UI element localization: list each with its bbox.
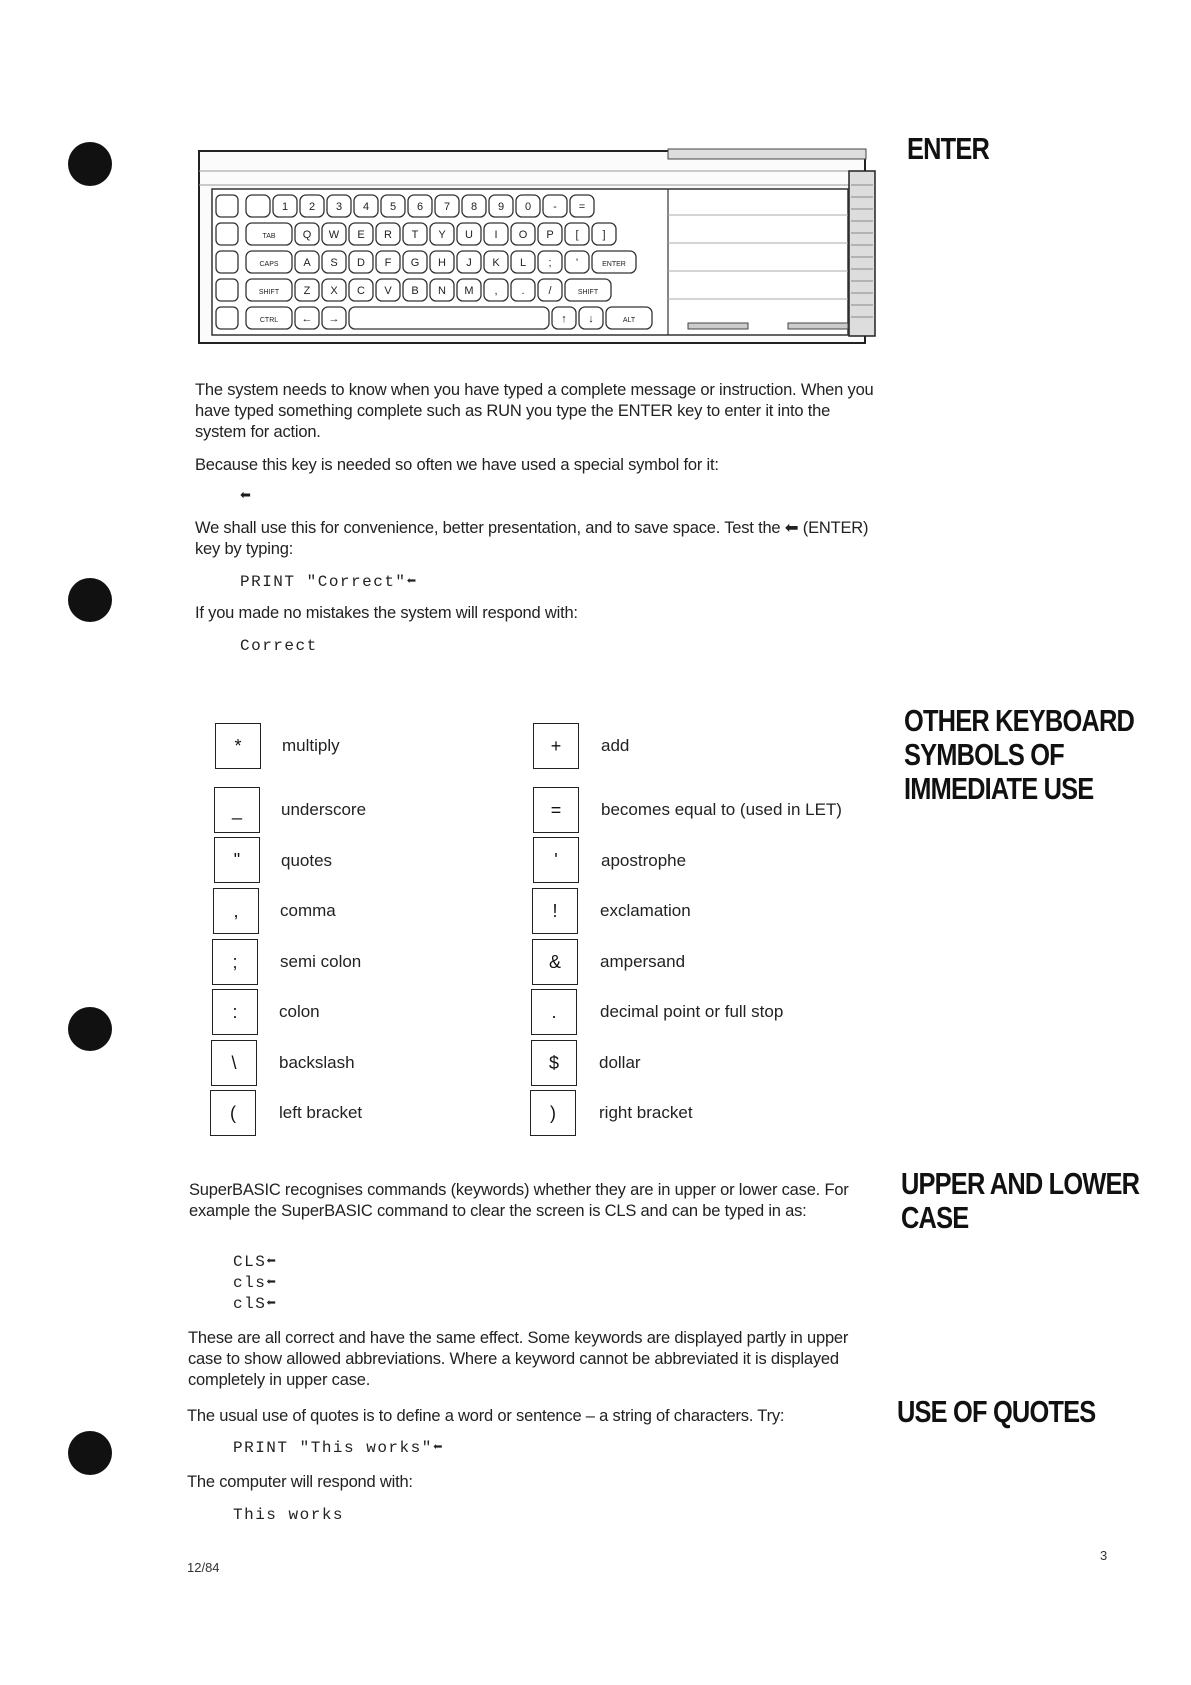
heading-other-symbols [904, 704, 1185, 806]
keyboard-key-label: ↓ [588, 313, 594, 325]
keyboard-key-label: TAB [262, 233, 276, 240]
keyboard-key-label: 3 [335, 201, 343, 213]
symbol-key: _ [214, 787, 260, 833]
punch-hole [68, 1007, 112, 1051]
symbol-key: ; [212, 939, 258, 985]
symbol-key: ( [210, 1090, 256, 1136]
symbol-label: becomes equal to (used in LET) [601, 800, 842, 819]
keyboard-key-label: Z [303, 285, 311, 297]
heading-line: IMMEDIATE USE [904, 771, 1094, 806]
heading-use-of-quotes: USE OF QUOTES [897, 1394, 1096, 1429]
punch-hole [68, 578, 112, 622]
punch-hole [68, 1431, 112, 1475]
symbol-label: comma [280, 901, 336, 920]
keyboard-key-label: ENTER [602, 261, 626, 268]
code-cls-upper: CLS⬅ [233, 1253, 278, 1271]
symbol-key: ' [533, 837, 579, 883]
symbol-key: , [213, 888, 259, 934]
keyboard-key-label: ← [301, 313, 313, 325]
keyboard-key-label: K [492, 257, 500, 269]
keyboard-key-label: T [411, 229, 419, 241]
keyboard-key-label: F [384, 257, 392, 269]
symbol-label: decimal point or full stop [600, 1002, 784, 1021]
symbol-key: . [531, 989, 577, 1035]
symbol-key: " [214, 837, 260, 883]
symbol-label: right bracket [599, 1103, 693, 1122]
page-number: 3 [1100, 1548, 1108, 1563]
keyboard-key-label: . [521, 285, 525, 297]
keyboard-key-label: [ [575, 229, 579, 241]
keyboard-key-label: 1 [281, 201, 289, 213]
symbol-label: semi colon [280, 952, 362, 971]
symbol-label: underscore [281, 800, 367, 819]
keyboard-key [246, 195, 270, 217]
keyboard-key-label: U [465, 229, 473, 241]
keyboard-key-label: A [303, 257, 311, 269]
keyboard-key-label: M [464, 285, 474, 297]
keyboard-key-label: SHIFT [577, 289, 599, 296]
footer-date: 12/84 [187, 1560, 220, 1575]
symbol-label: quotes [281, 851, 333, 870]
keyboard-key-label: 7 [443, 201, 451, 213]
heading-line: SYMBOLS OF [904, 737, 1064, 772]
enter-symbol-icon: ⬅ [240, 488, 251, 503]
code-cls-lower: cls⬅ [233, 1274, 278, 1292]
keyboard-key-label: Q [302, 229, 312, 241]
keyboard-key-label: B [411, 285, 419, 297]
heading-upper-lower-case [901, 1167, 1191, 1235]
keyboard-key-label: ; [548, 257, 552, 269]
quotes-paragraph-2: The computer will respond with: [187, 1473, 413, 1491]
keyboard-key [349, 307, 549, 329]
keyboard-key-label: / [548, 285, 552, 297]
keyboard-key-label: - [553, 201, 557, 213]
keyboard-key-label: V [384, 285, 392, 297]
keyboard-key-label: H [438, 257, 446, 269]
keyboard-key-label: 5 [389, 201, 397, 213]
keyboard-key-label: 2 [308, 201, 316, 213]
code-print-this-works: PRINT "This works"⬅ [233, 1439, 444, 1457]
keyboard-key-label: Y [438, 229, 446, 241]
symbol-key: & [532, 939, 578, 985]
keyboard-key-label: CAPS [259, 261, 279, 268]
heading-line: UPPER AND LOWER [901, 1166, 1140, 1201]
code-output-correct: Correct [240, 637, 318, 655]
symbol-key: = [533, 787, 579, 833]
keyboard-key-label: I [494, 229, 498, 241]
symbol-key: $ [531, 1040, 577, 1086]
keyboard-key-label: E [357, 229, 365, 241]
keyboard-key-label: ' [575, 257, 579, 269]
symbol-key: ) [530, 1090, 576, 1136]
keyboard-key-label: ↑ [561, 313, 567, 325]
symbol-label: add [601, 736, 630, 755]
keyboard-key-label: C [357, 285, 365, 297]
keyboard-key-label: P [546, 229, 554, 241]
symbol-label: dollar [599, 1053, 641, 1072]
punch-hole [68, 142, 112, 186]
case-paragraph-1: SuperBASIC recognises commands (keywords) whether they are in upper or lower case. For example the SuperBASIC command to clear the screen is CLS and can be typed in as: [189, 1181, 849, 1220]
keyboard-key-label: X [330, 285, 338, 297]
keyboard-key-label: = [578, 201, 586, 213]
heading-enter: ENTER [907, 131, 990, 166]
code-cls-mixed: clS⬅ [233, 1295, 278, 1313]
symbol-key: : [212, 989, 258, 1035]
symbol-label: multiply [282, 736, 340, 755]
symbol-key: * [215, 723, 261, 769]
heading-line: OTHER KEYBOARD [904, 703, 1135, 738]
keyboard-key-label: 8 [470, 201, 478, 213]
keyboard-key-label: N [438, 285, 446, 297]
quotes-paragraph-1: The usual use of quotes is to define a word or sentence – a string of characters. Try: [187, 1407, 785, 1425]
keyboard-key-label: 4 [362, 201, 370, 213]
code-print-correct: PRINT "Correct"⬅ [240, 573, 418, 591]
keyboard-key-label: 6 [416, 201, 424, 213]
symbol-label: ampersand [600, 952, 686, 971]
keyboard-key-label: ] [602, 229, 606, 241]
keyboard-key-label: 9 [497, 201, 505, 213]
symbol-label: exclamation [600, 901, 691, 920]
keyboard-key-label: O [518, 229, 528, 241]
heading-line: CASE [901, 1200, 969, 1235]
symbol-key: ! [532, 888, 578, 934]
case-paragraph-2: These are all correct and have the same effect. Some keywords are displayed partly in upper case to show allowed abbreviations. Where a keyword cannot be abbreviated it is displayed completely in upper case. [188, 1329, 849, 1389]
keyboard-key-label: D [357, 257, 365, 269]
keyboard-key-label: CTRL [259, 317, 279, 324]
keyboard-key-label: W [328, 229, 340, 241]
keyboard-key-label: S [330, 257, 338, 269]
symbol-key: \ [211, 1040, 257, 1086]
symbol-label: colon [279, 1002, 320, 1021]
keyboard-key-label: R [384, 229, 392, 241]
symbol-label: left bracket [279, 1103, 363, 1122]
keyboard-key-label: L [519, 257, 527, 269]
keyboard-key-label: SHIFT [258, 289, 280, 296]
enter-paragraph-4: If you made no mistakes the system will respond with: [195, 604, 578, 622]
enter-paragraph-1: The system needs to know when you have typed a complete message or instruction. When you have typed something complete such as RUN you type the ENTER key to enter it into the system for action. [195, 381, 874, 441]
keyboard-key-label: ALT [622, 317, 636, 324]
keyboard-key-label: G [410, 257, 420, 269]
keyboard-key-label: J [466, 257, 472, 269]
enter-paragraph-2: Because this key is needed so often we have used a special symbol for it: [195, 456, 719, 474]
ql-keyboard-illustration [198, 145, 880, 350]
keyboard-key-label: 0 [524, 201, 532, 213]
enter-paragraph-3: We shall use this for convenience, better presentation, and to save space. Test the ⬅ (ENTER) key by typing: [195, 519, 869, 558]
symbol-label: backslash [279, 1053, 355, 1072]
symbol-key: + [533, 723, 579, 769]
keyboard-key-label: , [494, 285, 498, 297]
keyboard-key-label: → [328, 313, 340, 325]
symbol-label: apostrophe [601, 851, 687, 870]
code-output-this-works: This works [233, 1506, 345, 1524]
